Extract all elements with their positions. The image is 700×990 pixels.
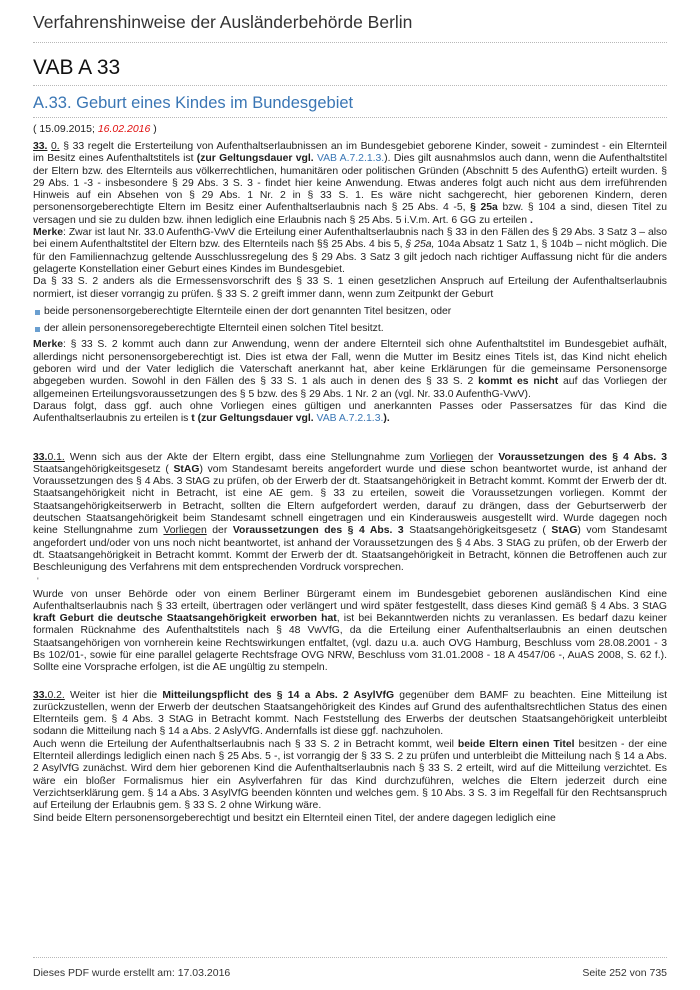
subsection-number: 0.2.	[47, 689, 65, 701]
section-number: 33.	[33, 141, 48, 152]
paragraph: Da § 33 S. 2 anders als die Ermessensvorschrift des § 33 S. 1 einen gesetzlichen Anspruch auf Erteilung der Aufenthaltserlaubnis normiert, ist dieser vorrangig zu prüfen. § 33 S. 2 greift immer dann, wenn zum Zeitpunkt der Geburt	[33, 276, 667, 300]
paragraph: Sind beide Eltern personensorgeberechtigt und besitzt ein Elternteil einen Titel, der andere dagegen lediglich eine	[33, 812, 556, 824]
paragraph: Daraus folgt, dass ggf. auch ohne Vorliegen eines gültigen und anerkannten Passes oder Passersatzes für das Kind die Aufenthaltserlaubnis zu erteilen is t (zur Geltungsdauer vgl. VAB A.7.2.1.3.).	[33, 400, 667, 425]
footer-created-date: Dieses PDF wurde erstellt am: 17.03.2016	[33, 967, 231, 979]
bullet-icon	[35, 310, 40, 315]
merke-note: Merke: Zwar ist laut Nr. 33.0 AufenthG-VwV die Erteilung einer Aufenthaltserlaubnis nach § 33 in den Fällen des § 29 Abs. 3 Satz 3 – also bei einem Aufenthaltstitel der Eltern bzw. des Elternteils nach §§ 25 Abs. 4 bis 5, § 25a, 104a Absatz 1 Satz 1, § 104b – nicht möglich. Die für den Familiennachzug geltende Ausschlussregelung des § 29 Abs. 3 Satz 3 gilt jedoch nach richtiger Auffassung nicht für die anders gelagerte Konstellation einer Geburt eines Kindes im Bundesgebiet.	[33, 227, 667, 275]
paragraph: Wurde von unser Behörde oder von einem Berliner Bürgeramt einem im Bundesgebiet geborenen ausländischen Kind eine Aufenthaltserlaubnis nach § 33 erteilt, übertragen oder verlängert und wird später festgestellt, dass dieses Kind gemäß § 4 Abs. 3 StAG kraft Geburt die deutsche Staatsangehörigkeit erworben hat, ist bei Bekanntwerden nichts zu veranlassen. Es bedarf dazu keiner formalen Rücknahme des Aufenthaltstitels nach § 48 VwVfG, da die Erteilung einer Aufenthaltserlaubnis an einen deutschen Staatsangehörigen von vornherein keine Rechtswirkungen entfaltet, (vgl. dazu u.a. auch OVG Hamburg, Beschluss vom 28.08.2001 - 3 Bs 102/01-, sowie für eine parallel gelagerte Rechtsfrage OVG NRW, Beschluss vom 31.01.2008 - 18 A 4547/06 -, AuAS 2008, S. 62 f.). Sollte eine Vorsprache erfolgen, ist die AE ungültig zu stempeln.	[33, 588, 667, 674]
paragraph-33-0-1: 33.0.1. Wenn sich aus der Akte der Eltern ergibt, dass eine Stellungnahme zum Vorliegen der Voraussetzungen des § 4 Abs. 3 Staatsangehörigkeitsgesetz ( StAG) vom Standesamt bereits angefordert wurde und diese schon beantwortet wurde, ist anhand der Voraussetzungen des § 4 Abs. 3 StAG zu prüfen, ob der Erwerb der dt. Staatsangehörigkeit in Betracht kommt. Kommt der Erwerb der dt. Staatsangehörigkeit nicht in Betracht, ist eine AE gem. § 33 zu erteilen, soweit die Voraussetzungen vorliegen. Kommt der Staatsangehörigkeitserwerb in Betracht, sollten die Eltern aufgefordert werden, darauf zu drängen, dass der Geburtserwerb der deutschen Staatsangehörigkeit beim Standesamt schnell eingetragen und ein Kinderausweis ausgestellt wird. Wurde dagegen noch keine Stellungnahme zum Vorliegen der Voraussetzungen des § 4 Abs. 3 Staatsangehörigkeitsgesetz ( StAG) vom Standesamt angefordert und/oder von uns noch nicht beantwortet, ist anhand der Voraussetzungen des § 4 Abs. 3 StAG zu prüfen, ob der Erwerb der dt. Staatsangehörigkeit in Betracht kommt. Kommt der Erwerb der dt. Staatsangehörigkeit in Betracht, können die Betroffenen auch zur Beschleunigung des Verfahrens mit dem entsprechenden Vordruck vorsprechen.	[33, 451, 668, 574]
footer-divider	[33, 957, 667, 958]
list-item: beide personensorgeberechtigte Elternteile einen der dort genannten Titel besitzen, oder	[33, 306, 667, 318]
bullet-icon	[35, 327, 40, 332]
list-item: der allein personensoregeberechtigte Elternteil einen solchen Titel besitzt.	[33, 323, 667, 335]
subsection-number: 0.	[51, 141, 60, 152]
reference-link[interactable]: VAB A.7.2.1.3.	[316, 413, 384, 425]
version-dates: ( 15.09.2015; 16.02.2016 )	[33, 123, 157, 135]
merke-note: Merke: § 33 S. 2 kommt auch dann zur Anwendung, wenn der andere Elternteil sich ohne Aufenthaltstitel im Bundesgebiet aufhält, allerdings nicht personensorgeberechtigt ist. Dies ist etwa der Fall, wenn die Mutter im Besitz eines Titels ist, das Kind nicht ehelich geboren wird und der Vater lediglich die Vaterschaft anerkannt hat, aber keine Erklärungen für die gemeinsame Personensorge abgegeben wurden. Sowohl in den Fällen des § 33 S. 1 als auch in denen des § 33 S. 2 kommt es nicht auf das Vorliegen der allgemeinen Erteilungsvoraussetzungen des § 5 bzw. des § 29 Abs. 1 Nr. 2 an (vgl. Nr. 33.0 AufenthG-VwV).	[33, 339, 668, 400]
divider	[33, 117, 667, 118]
paragraph: Auch wenn die Erteilung der Aufenthaltserlaubnis nach § 33 S. 2 in Betracht kommt, weil beide Eltern einen Titel besitzen - der eine Elternteil allerdings lediglich einen nach § 25 Abs. 5 -, ist vorrangig der § 33 S. 2 zu prüfen und unterbleibt die Mitteilung nach § 14 a Abs. 2 AsylVfG zunächst. Wird dem hier geborenen Kind die Aufenthaltserlaubnis nach § 33 S. 2 erteilt, wird auf die Mitteilung verzichtet. Es wäre ein bloßer Formalismus hier ein Asylverfahren für das Kind durchzuführen, welches die Eltern jederzeit durch eine Verzichtserklärung gem. § 14 a Abs. 3 AsylVfG beenden könnten und welches gem. § 10 Abs. 3 S. 3 im Regelfall für den Rechtsanspruch auf Erteilung der Erlaubnis gem. § 33 S. 2 ohne Wirkung wäre.	[33, 738, 668, 812]
site-title: Verfahrenshinweise der Ausländerbehörde Berlin	[33, 12, 413, 32]
updated-date: 16.02.2016	[97, 123, 151, 135]
chapter-title: A.33. Geburt eines Kindes im Bundesgebiet	[33, 94, 354, 112]
stray-mark: '	[37, 575, 39, 586]
section-number: 33.	[33, 689, 48, 701]
footer-page-number: Seite 252 von 735	[582, 967, 667, 979]
divider	[33, 85, 667, 86]
reference-link[interactable]: VAB A.7.2.1.3.	[316, 153, 385, 165]
document-title: VAB A 33	[33, 56, 121, 79]
paragraph-33-0: 33. 0. § 33 regelt die Ersterteilung von Aufenthaltserlaubnissen an im Bundesgebiet geborene Kinder, soweit - zumindest - ein Elternteil im Besitz eines Aufenthaltstitels ist (zur Geltungsdauer vgl. VAB A.7.2.1.3.). Dies gilt ausnahmslos auch dann, wenn die Aufenthaltstitel der Eltern bzw. des Elternteils aus völkerrechtlichen, humanitären oder politischen Gründen (Abschnitt 5 des AufenthG) erteilt wurden. § 29 Abs. 1 -3 - insbesondere § 29 Abs. 3 S. 3 - findet hier keine Anwendung. Etwas anderes folgt auch nicht aus dem irreführenden Hinweis auf ein Absehen von § 29 Abs. 1 Nr. 2 in § 33 S. 1. Es wäre nicht sachgerecht, hier geborenen Kindern, deren personensorgeberechtigte Eltern im Besitz einer Aufenthaltserlaubnis nach § 25 Abs. 4 -5, § 25a bzw. § 104 a sind, diesen Titel zu versagen und sie zu dulden bzw. ihnen lediglich eine Erlaubnis nach § 25 Abs. 5 i.V.m. Art. 6 GG zu erteilen .	[33, 141, 668, 226]
paragraph-33-0-2: 33.0.2. Weiter ist hier die Mitteilungspflicht des § 14 a Abs. 2 AsylVfG gegenüber dem BAMF zu beachten. Eine Mitteilung ist zurückzustellen, wenn der Erwerb der deutschen Staatsangehörigkeit des Kindes auf Grund des aufenthaltsrechtlichen Status des einen Elternteils gem. § 4 Abs. 3 StAG in Betracht kommt. Nach Feststellung des Erwerbs der deutschen Staatsangehörigkeit unterbleibt sodann die Mitteilung nach § 14 a Abs. 2 AslyVfG. Andernfalls ist diese ggf. nachzuholen.	[33, 689, 667, 738]
section-number: 33.	[33, 451, 48, 463]
divider	[33, 42, 667, 43]
subsection-number: 0.1.	[47, 451, 65, 463]
document-body	[33, 141, 667, 825]
